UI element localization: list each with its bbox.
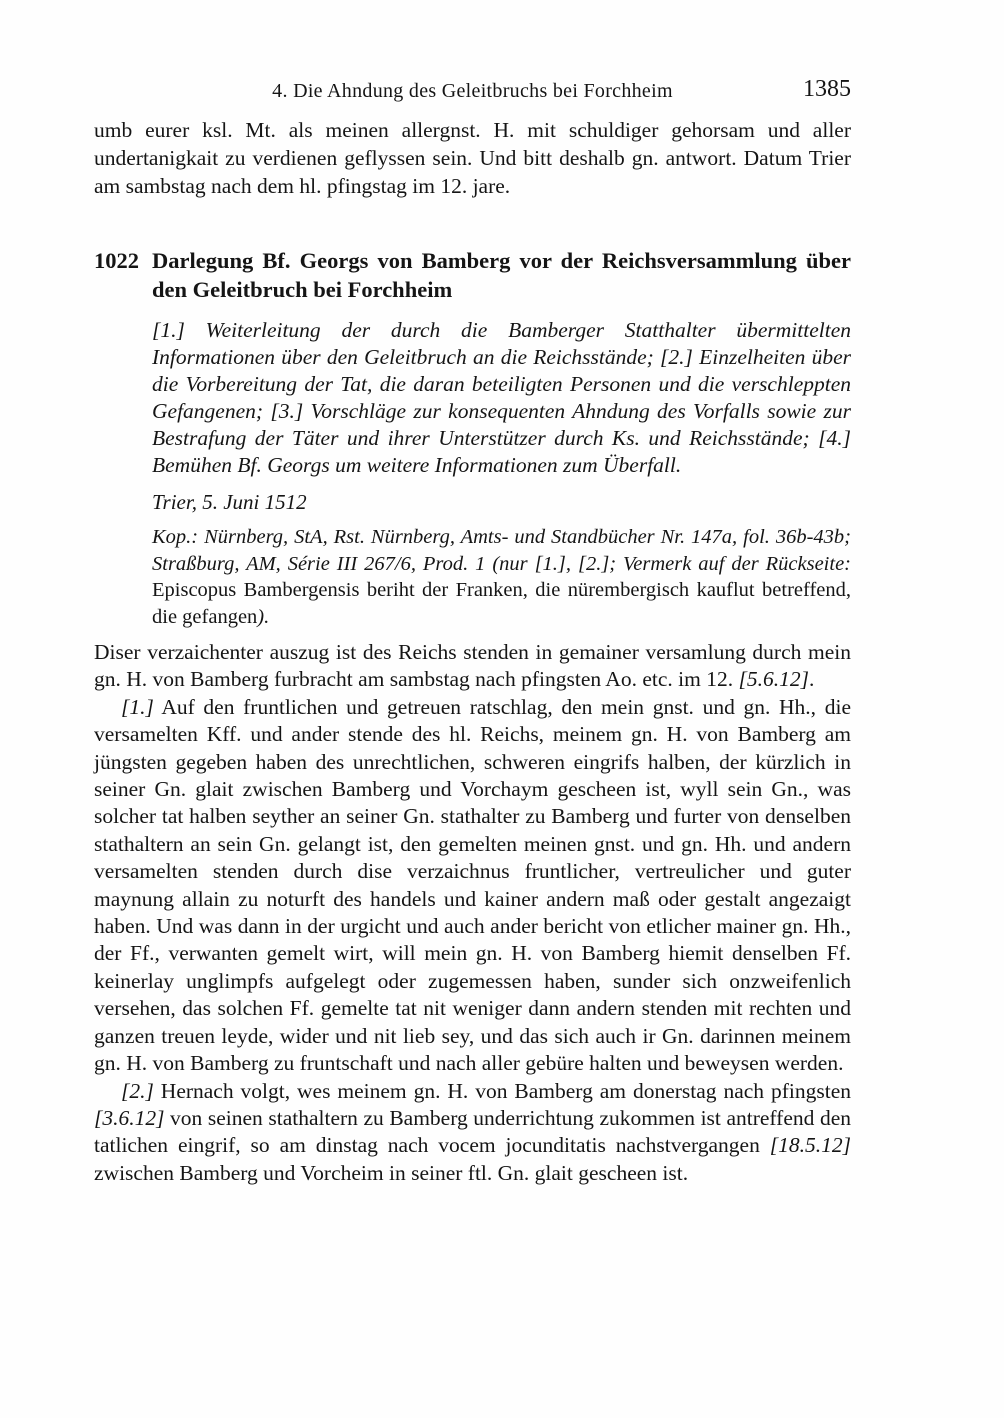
body-paragraph-1: [94, 694, 851, 1078]
source-note-dorsal-quote: Episcopus Bambergensis beriht der Franken, die nürembergisch kauflut betreffend, die gefangen: [152, 579, 851, 628]
running-header-title: 4. Die Ahndung des Geleitbruchs bei Forchheim: [272, 80, 673, 102]
body-paragraph-2-text-a: Hernach volgt, wes meinem gn. H. von Bamberg am donerstag nach pfingsten: [153, 1078, 851, 1103]
source-note: [152, 524, 851, 630]
entry-dateline: Trier, 5. Juni 1512: [152, 490, 307, 514]
section-marker: [2.]: [121, 1078, 154, 1103]
source-note-sigla: Kop.: Nürnberg, StA, Rst. Nürnberg, Amts- und Standbücher Nr. 147a, fol. 36b-43b; Straßburg, AM, Série III 267/6, Prod. 1 (nur [1.], [2.]; Vermerk auf der Rückseite:: [152, 526, 851, 575]
entry-summary: [1.] Weiterleitung der durch die Bamberger Statthalter übermittelten Informationen über den Geleitbruch an die Reichsstände; [2.] Einzelheiten über die Vorbereitung der Tat, die daran beteiligten Personen und die verschleppten Gefangenen; [3.] Vorschläge zur konsequenten Ahndung des Vorfalls sowie zur Bestrafung der Täter und ihrer Unterstützer durch Ks. und Reichsstände; [4.] Bemühen Bf. Georgs um weitere Informationen zum Überfall.: [152, 318, 851, 477]
body-paragraph-2-text-c: zwischen Bamberg und Vorcheim in seiner ftl. Gn. glait gescheen ist.: [94, 1160, 689, 1185]
source-note-closing: ).: [257, 605, 270, 628]
entry-apparatus: [152, 317, 851, 630]
entry-body: [94, 639, 851, 1187]
page-number: 1385: [803, 76, 851, 102]
text-column: [94, 78, 851, 1187]
entry-number: 1022: [94, 248, 139, 273]
running-head: [94, 78, 851, 106]
body-paragraph-2-text-b: von seinen stathaltern zu Bamberg underrichtung zukommen ist antreffend den tatlichen eingrif, so am dinstag nach vocem jocunditatis nachstvergangen: [94, 1105, 851, 1158]
date-gloss: [3.6.12]: [94, 1105, 165, 1130]
body-intro-paragraph: [94, 639, 851, 694]
section-marker: [1.]: [121, 694, 154, 719]
body-paragraph-1-text: Auf den fruntlichen und getreuen ratschlag, den mein gnst. und gn. Hh., die versamelten Kff. und ander stende des hl. Reichs, meinem gn. H. von Bamberg am jüngsten gegeben haben des unrechtlichen, schweren eingrifs halben, der kürzlich in seiner Gn. glait zwischen Bamberg und Vorchaym gescheen ist, wyll sein Gn., was solcher tat halben seyther an seiner Gn. stathalter zu Bamberg und furter von denselben stathaltern an sein Gn. gelangt ist, den gemelten meinen gnst. und gn. Hh. und andern versamelten stenden durch dise verzaichnus fruntlicher, vertreulicher und guter maynung allain zu noturft des handels und kainer andern maß oder gestalt angezaigt haben. Und was dann in der urgicht und auch ander bericht von etlicher mainer gn. Hh., der Ff., verwanten gemelt wirt, will mein gn. H. von Bamberg hiemit denselben Ff. keinerlay unglimpfs aufgelegt oder zugemessen haben, sunder sich onzweifenlich versehen, das solchen Ff. gemelte tat nit weniger dann andern stenden mit rechten und ganzen treuen leyde, wider und nit lieb sey, und das sich auch ir Gn. darinnen meinem gn. H. von Bamberg zu fruntschaft und nach aller gebüre halten und beweysen werden.: [94, 694, 851, 1076]
body-paragraph-2: [94, 1078, 851, 1188]
date-gloss: [18.5.12]: [769, 1133, 851, 1158]
entry-heading: [94, 246, 851, 304]
body-intro-period: .: [808, 667, 815, 692]
body-intro-text: Diser verzaichenter auszug ist des Reichs stenden in gemainer versamlung durch mein gn. H. von Bamberg furbracht am sambstag nach pfingsten Ao. etc. im 12.: [94, 640, 851, 692]
opening-paragraph: umb eurer ksl. Mt. als meinen allergnst. H. mit schuldiger gehorsam und aller undertanigkait zu verdienen geflyssen sein. Und bitt deshalb gn. antwort. Datum Trier am sambstag nach dem hl. pfingstag im 12. jare.: [94, 118, 851, 198]
entry-title: Darlegung Bf. Georgs von Bamberg vor der Reichsversammlung über den Geleitbruch bei Forchheim: [152, 248, 851, 302]
date-gloss: [5.6.12]: [738, 667, 809, 692]
